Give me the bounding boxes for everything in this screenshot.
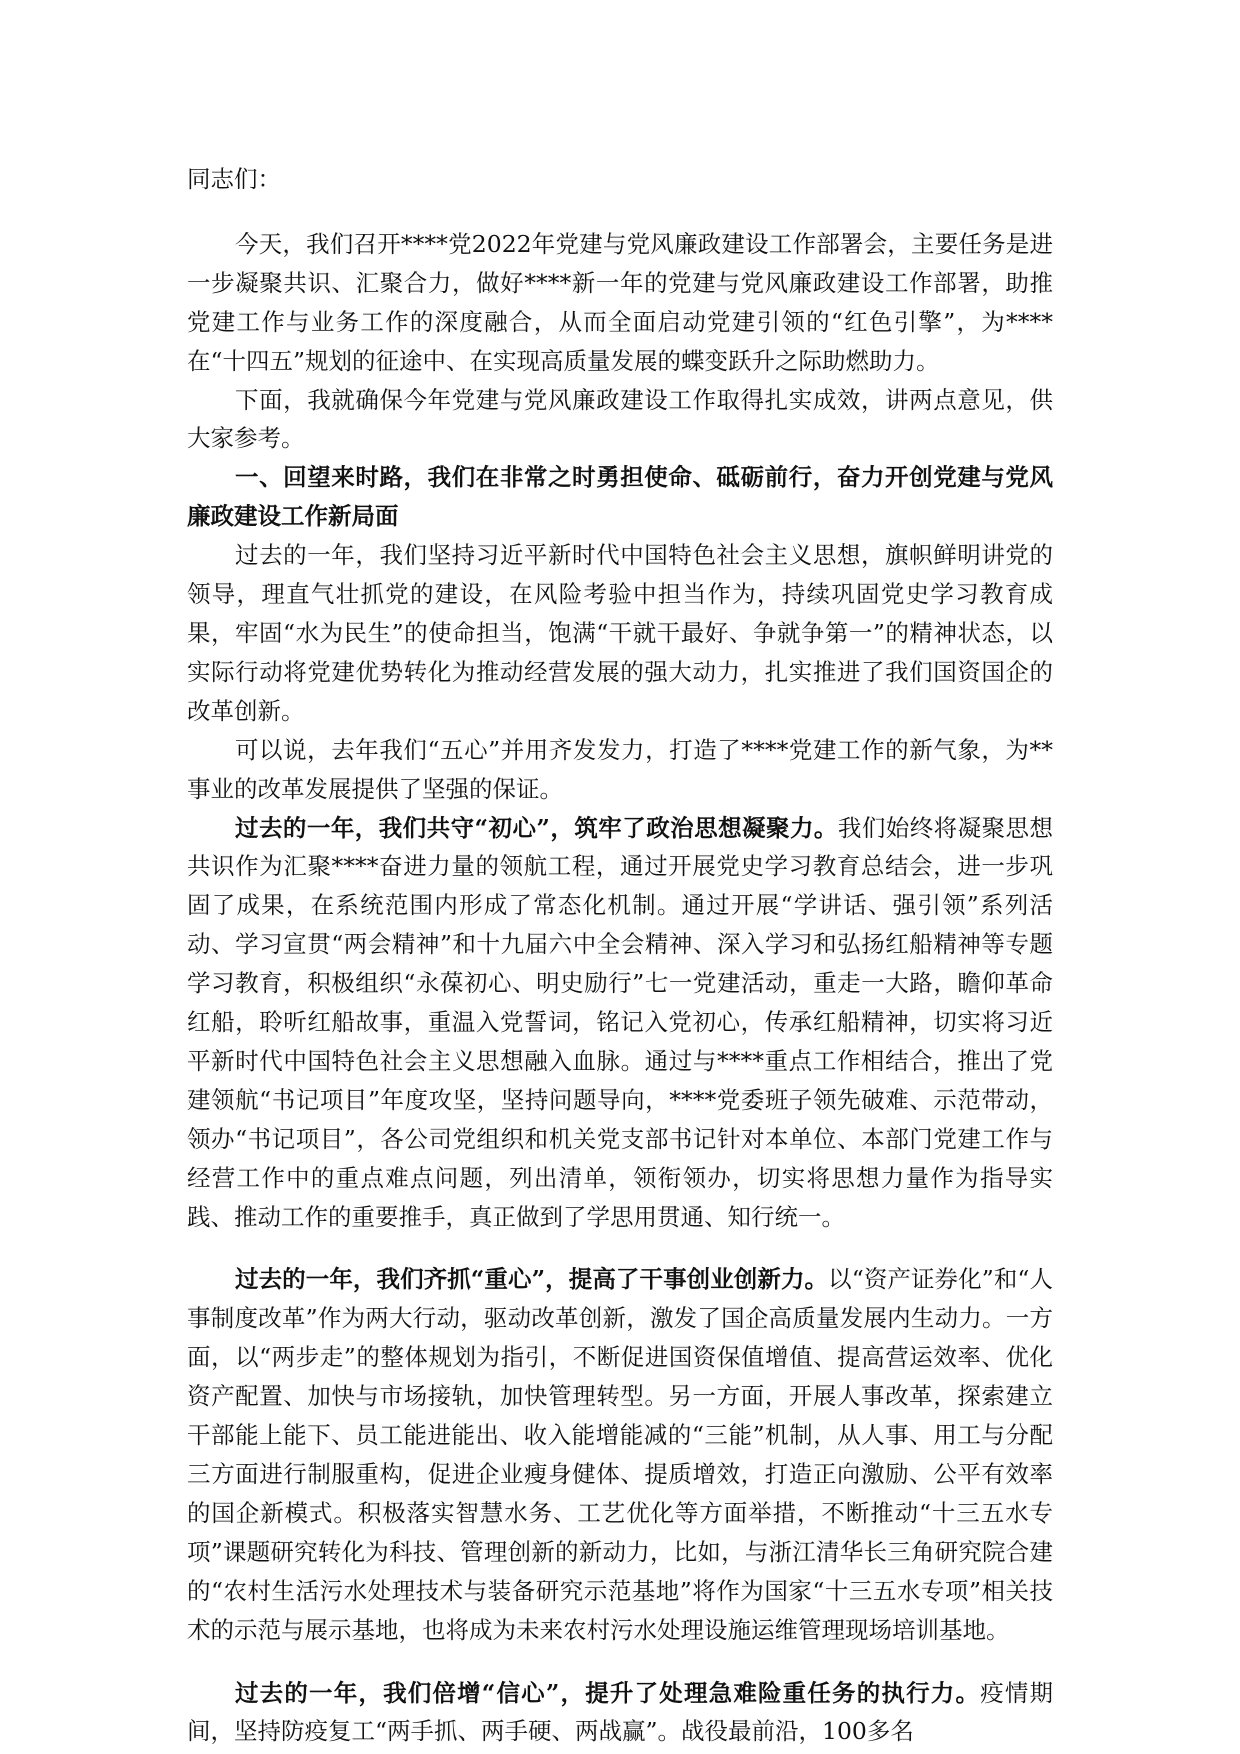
paragraph-body: 我们始终将凝聚思想共识作为汇聚****奋进力量的领航工程，通过开展党史学习教育总结会，进一步巩固了成果，在系统范围内形成了常态化机制。通过开展“学讲话、强引领”系列活动、学习宣贯“两会精神”和十九届六中全会精神、深入学习和弘扬红船精神等专题学习教育，积极组织“永葆初心、明史励行”七一党建活动，重走一大路，瞻仰革命红船，聆听红船故事，重温入党誓词，铭记入党初心，传承红船精神，切实将习近平新时代中国特色社会主义思想融入血脉。通过与****重点工作相结合，推出了党建领航“书记项目”年度攻坚，坚持问题导向，****党委班子领先破难、示范带动，领办“书记项目”，各公司党组织和机关党支部书记针对本单位、本部门党建工作与经营工作中的重点难点问题，列出清单，领衔领办，切实将思想力量作为指导实践、推动工作的重要推手，真正做到了学思用贯通、知行统一。 (187, 813, 1053, 1231)
paragraph-review: 过去的一年，我们坚持习近平新时代中国特色社会主义思想，旗帜鲜明讲党的领导，理直气壮抓党的建设，在风险考验中担当作为，持续巩固党史学习教育成果，牢固“水为民生”的使命担当，饱满“干就干最好、争就争第一”的精神状态，以实际行动将党建优势转化为推动经营发展的强大动力，扎实推进了我们国资国企的改革创新。 (187, 541, 1053, 725)
paragraph-outline: 下面，我就确保今年党建与党风廉政建设工作取得扎实成效，讲两点意见，供大家参考。 (187, 385, 1053, 453)
paragraph-five-hearts: 可以说，去年我们“五心”并用齐发发力，打造了****党建工作的新气象，为**事业的改革发展提供了坚强的保证。 (187, 735, 1053, 803)
paragraph-opening: 今天，我们召开****党2022年党建与党风廉政建设工作部署会，主要任务是进一步凝聚共识、汇聚合力，做好****新一年的党建与党风廉政建设工作部署，助推党建工作与业务工作的深度融合，从而全面启动党建引领的“红色引擎”，为****在“十四五”规划的征途中、在实现高质量发展的蝶变跃升之际助燃助力。 (187, 229, 1053, 375)
blank-line (187, 199, 1053, 225)
paragraph-lead: 过去的一年，我们倍增“信心”，提升了处理急难险重任务的执行力。 (235, 1678, 981, 1707)
paragraph-body: 以“资产证券化”和“人事制度改革”作为两大行动，驱动改革创新，激发了国企高质量发展内生动力。一方面，以“两步走”的整体规划为指引，不断促进国资保值增值、提高营运效率、优化资产配置、加快与市场接轨，加快管理转型。另一方面，开展人事改革，探索建立干部能上能下、员工能进能出、收入能增能减的“三能”机制，从人事、用工与分配三方面进行制服重构，促进企业瘦身健体、提质增效，打造正向激励、公平有效率的国企新模式。积极落实智慧水务、工艺优化等方面举措，不断推动“十三五水专项”课题研究转化为科技、管理创新的新动力，比如，与浙江清华长三角研究院合建的“农村生活污水处理技术与装备研究示范基地”将作为国家“十三五水专项”相关技术的示范与展示基地，也将成为未来农村污水处理设施运维管理现场培训基地。 (187, 1265, 1053, 1644)
paragraph-body: 疫情期间，坚持防疫复工“两手抓、两手硬、两战赢”。战役最前沿，100多名 (187, 1678, 1054, 1746)
salutation: 同志们： (187, 165, 281, 193)
paragraph-lead: 过去的一年，我们共守“初心”，筑牢了政治思想凝聚力。 (235, 813, 838, 842)
document-page (187, 160, 1053, 1751)
section-heading-1: 一、回望来时路，我们在非常之时勇担使命、砥砺前行，奋力开创党建与党风廉政建设工作新局面 (187, 463, 1053, 531)
paragraph-lead: 过去的一年，我们齐抓“重心”，提高了干事创业创新力。 (235, 1265, 829, 1294)
paragraph-focus-heart (187, 1260, 1053, 1649)
paragraph-original-heart (187, 809, 1053, 1237)
paragraph-confidence-heart (187, 1674, 1053, 1752)
